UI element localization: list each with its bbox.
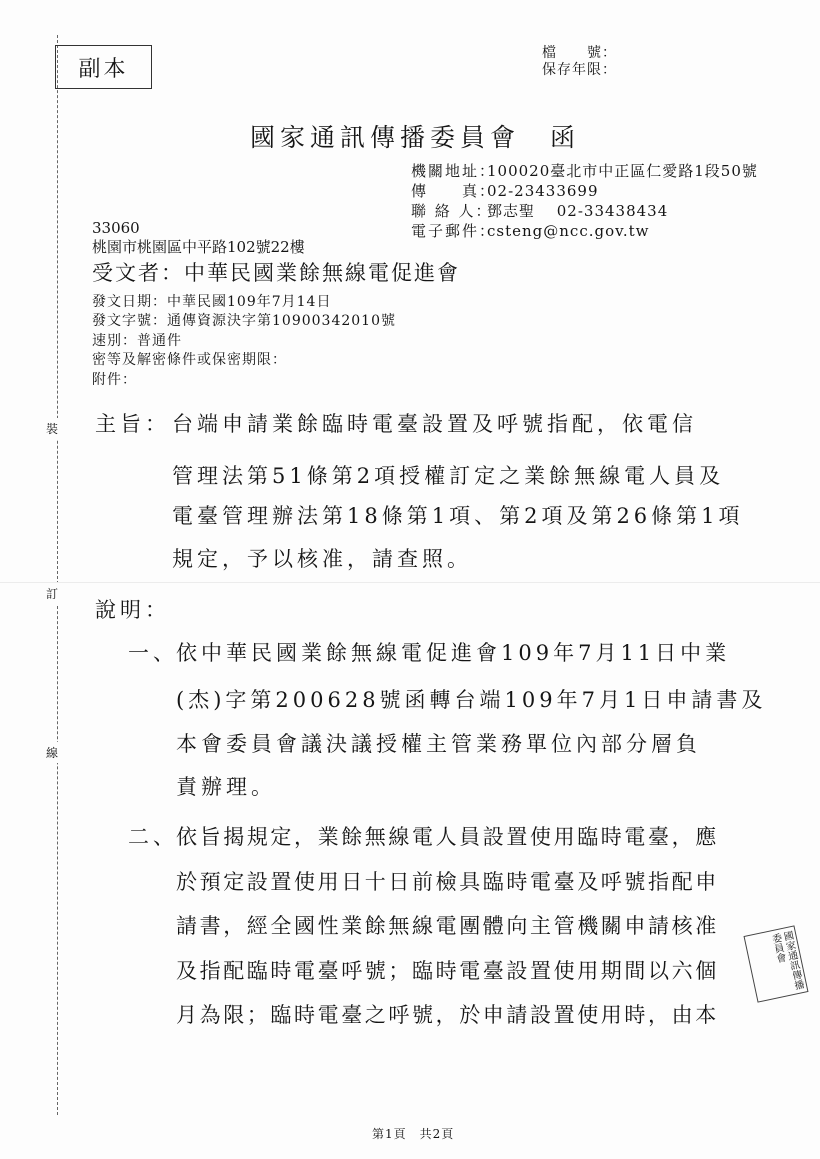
document-title: 國家通訊傳播委員會 函 xyxy=(250,123,581,152)
recipient: 受文者：中華民國業餘無線電促進會 xyxy=(92,261,460,285)
contact-address-label: 機關地址： xyxy=(411,162,497,180)
contact-email-label: 電子郵件： xyxy=(411,222,497,240)
contact-person-value: 鄧志聖 02-33438434 xyxy=(487,202,669,220)
explanation-label: 說明： xyxy=(95,598,170,622)
contact-person-label: 聯 絡 人： xyxy=(411,202,493,220)
item-2-label: 二、 xyxy=(128,825,178,849)
contact-address-value: 100020臺北市中正區仁愛路1段50號 xyxy=(487,162,758,180)
retention-label: 保存年限： xyxy=(542,62,617,78)
item-2-line: 及指配臨時電臺呼號；臨時電臺設置使用期間以六個 xyxy=(176,959,719,983)
fold-crease xyxy=(0,582,820,583)
subject-line: 台端申請業餘臨時電臺設置及呼號指配，依電信 xyxy=(172,412,697,436)
item-2-line: 於預定設置使用日十日前檢具臨時電臺及呼號指配申 xyxy=(176,870,719,894)
contact-email xyxy=(411,220,649,241)
binding-mark-xian: 線 xyxy=(46,742,58,763)
subject-line: 管理法第51條第2項授權訂定之業餘無線電人員及 xyxy=(172,464,725,488)
speed-class: 速別：普通件 xyxy=(92,333,182,349)
postal-code: 33060 xyxy=(92,219,140,237)
file-number-label: 檔 號： xyxy=(542,45,617,61)
item-1-label: 一、 xyxy=(128,641,178,665)
subject-label: 主旨： xyxy=(95,412,170,436)
document-number: 發文字號：通傳資源決字第10900342010號 xyxy=(92,313,396,329)
confidentiality: 密等及解密條件或保密期限： xyxy=(92,352,287,368)
item-1-line: 責辦理。 xyxy=(176,775,276,799)
item-1-line: (杰)字第200628號函轉台端109年7月1日申請書及 xyxy=(176,688,767,712)
contact-fax xyxy=(411,180,599,201)
subject-line: 規定，予以核准，請查照。 xyxy=(172,547,472,571)
subject-line: 電臺管理辦法第18條第1項、第2項及第26條第1項 xyxy=(172,504,744,528)
item-1-line: 本會委員會議決議授權主管業務單位內部分層負 xyxy=(176,732,701,756)
issue-date: 發文日期：中華民國109年7月14日 xyxy=(92,294,332,310)
item-1-line: 依中華民國業餘無線電促進會109年7月11日中業 xyxy=(176,641,731,665)
item-2-line: 請書，經全國性業餘無線電團體向主管機關申請核准 xyxy=(176,914,719,938)
contact-fax-value: 02-23433699 xyxy=(487,182,599,200)
copy-mark-box: 副本 xyxy=(55,45,152,89)
contact-person xyxy=(411,200,668,221)
attachments: 附件： xyxy=(92,372,137,388)
binding-mark-ding: 訂 xyxy=(46,583,58,604)
binding-line xyxy=(57,35,58,1115)
seal-stamp: 國家通訊傳播委員會 xyxy=(743,925,808,1002)
contact-email-value: csteng@ncc.gov.tw xyxy=(487,222,650,240)
item-2-line: 依旨揭規定，業餘無線電人員設置使用臨時電臺，應 xyxy=(176,825,719,849)
contact-address xyxy=(411,160,758,181)
item-2-line: 月為限；臨時電臺之呼號，於申請設置使用時，由本 xyxy=(176,1003,719,1027)
contact-fax-label: 傳 真： xyxy=(411,182,497,200)
recipient-address: 桃園市桃園區中平路102號22樓 xyxy=(92,238,305,256)
binding-mark-zhuang: 裝 xyxy=(46,418,58,439)
page-footer: 第1頁 共2頁 xyxy=(372,1127,455,1141)
